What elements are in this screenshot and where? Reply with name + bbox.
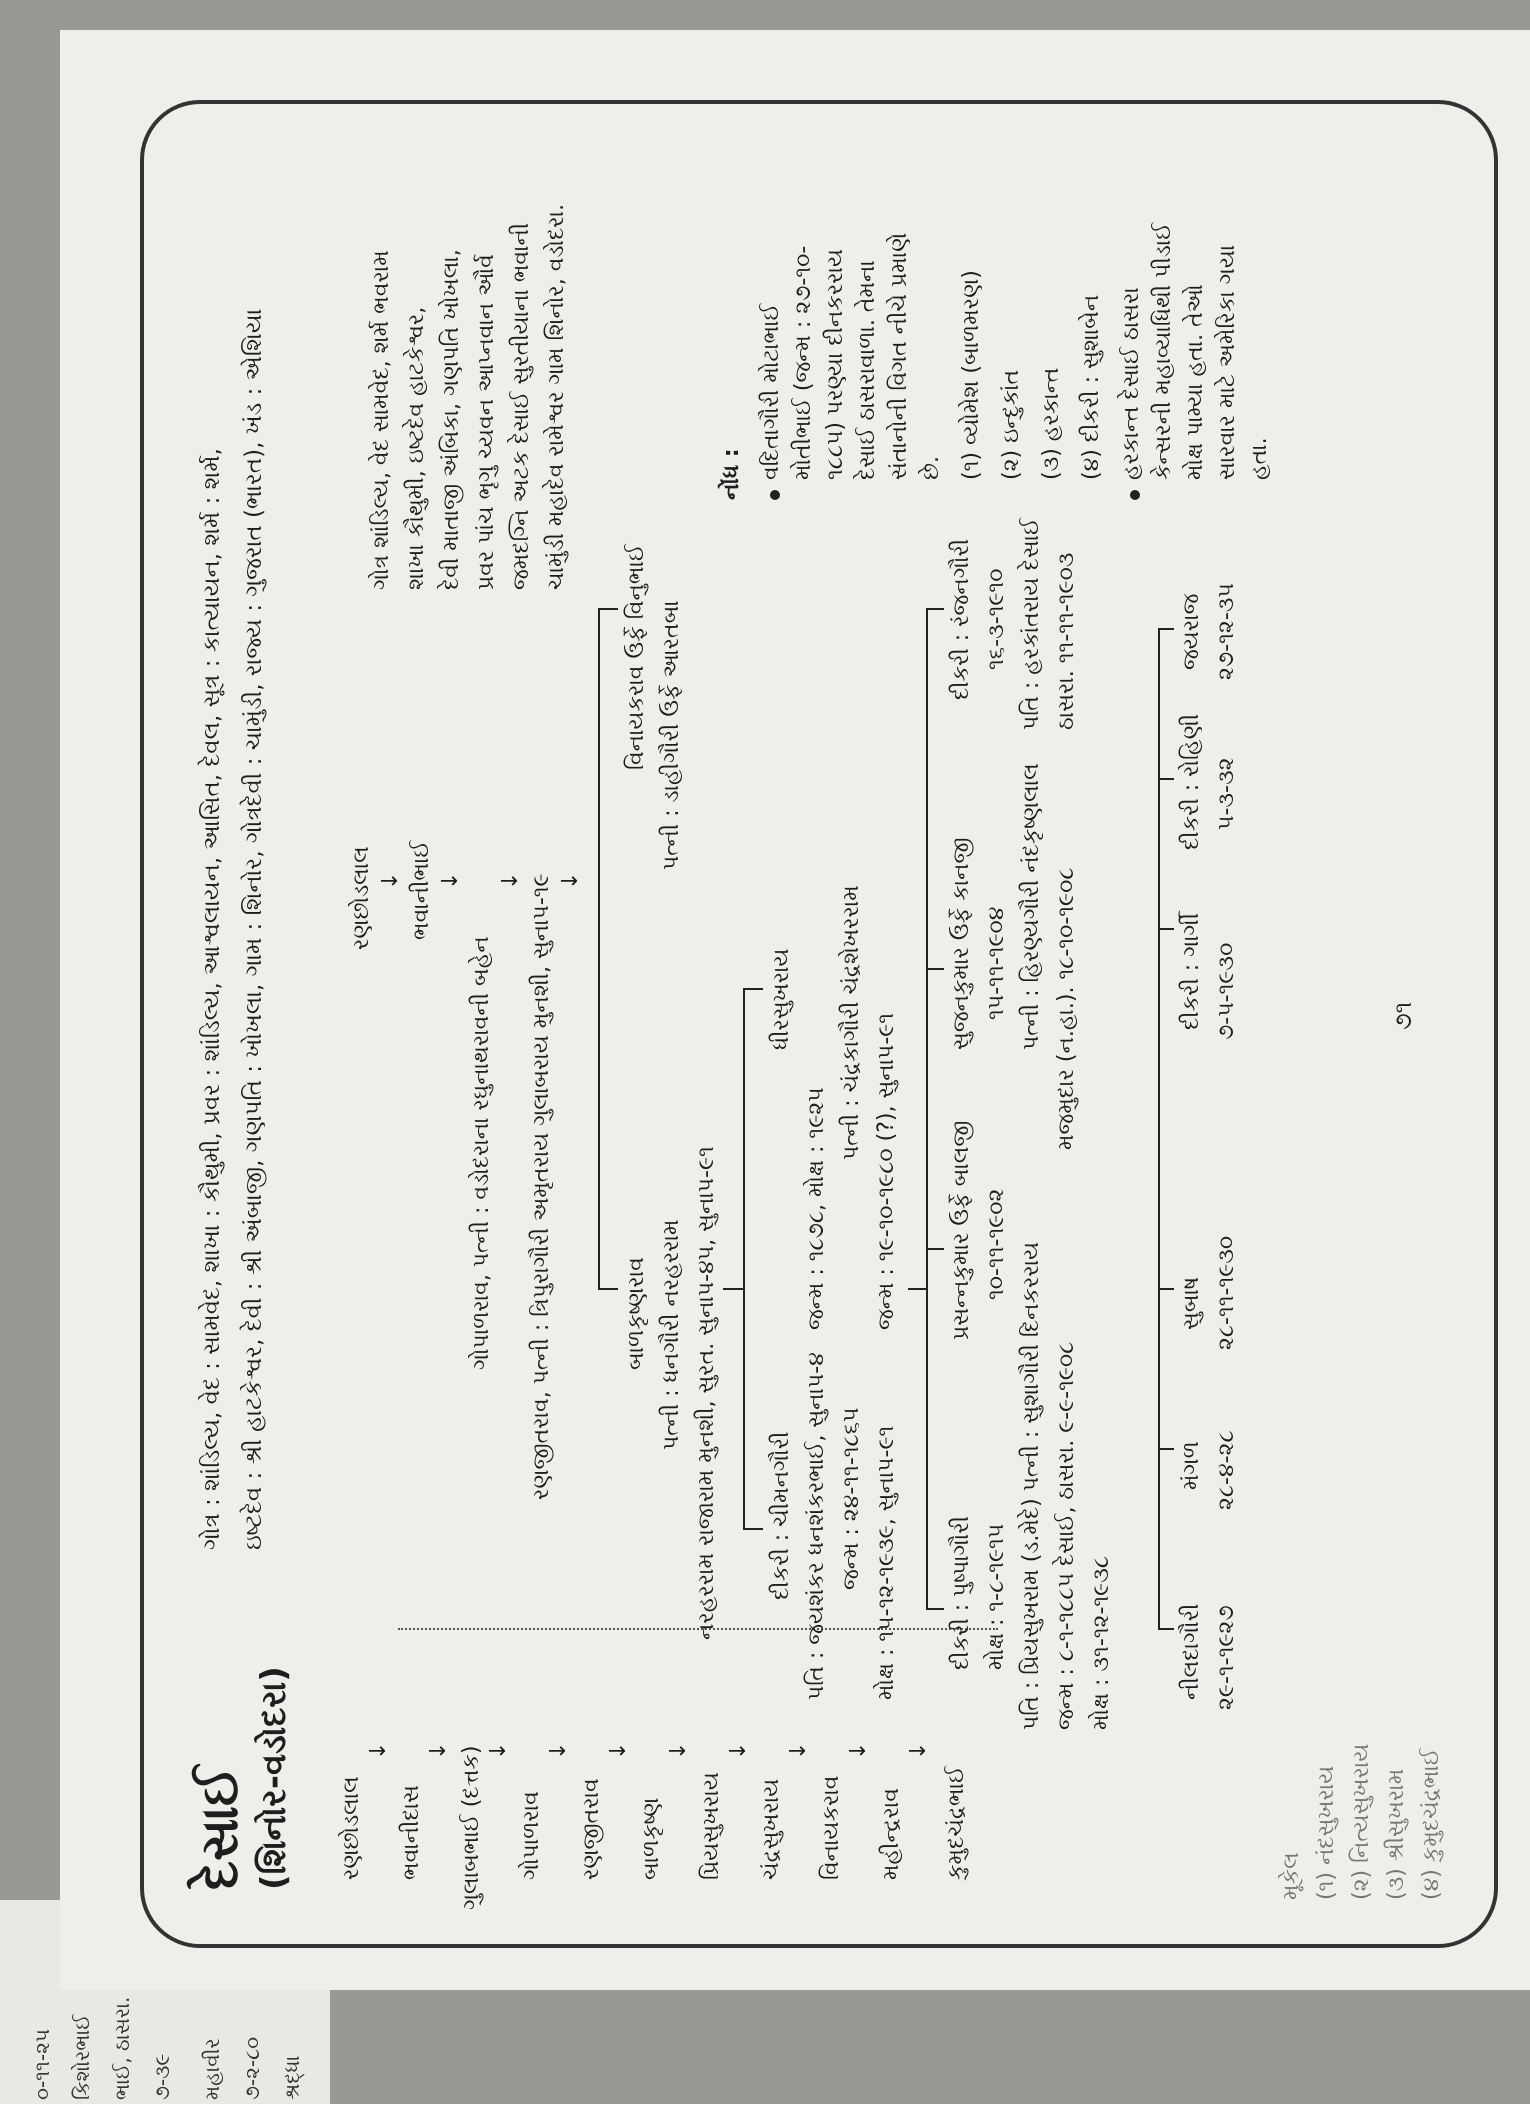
bullet-icon [770, 490, 780, 500]
arrow-down-icon: ↓ [378, 871, 403, 890]
tree-connector [926, 610, 928, 1610]
tree-connector [926, 1248, 944, 1250]
tree-node: મંગળ [1179, 1441, 1204, 1490]
footer-item: (૪) કુમુદચંદ્રભાઈ [1419, 1748, 1444, 1900]
tree-connector [598, 610, 600, 1290]
note-line: મોતીભાઈ (જન્મ : ૨૭-૧૦- [791, 245, 816, 480]
left-page-text: ૭-૩૯ [150, 2053, 174, 2100]
notes-label: નોંધ : [719, 448, 744, 500]
tree-connector [743, 990, 745, 1530]
page-subtitle: (શિનોર-વડોદરા) [254, 1666, 294, 1890]
lineage-item: ચંદ્રસુખરાય [759, 1778, 784, 1880]
tree-node: દીકરી : રોહિણી [1179, 713, 1204, 850]
tree-node: દીકરી : પુષ્પાગૌરી [949, 1516, 974, 1670]
tree-node: બાળકૃષ્ણરાવ [624, 1257, 649, 1370]
lineage-item: ગુલાબભાઈ (દત્તક) [459, 1745, 484, 1910]
tree-node: પત્ની : હિરણ્યગૌરી નંદકૃષ્ણલાલ [1019, 763, 1044, 1050]
tree-node: દીકરી : ચીમનગૌરી [769, 1431, 794, 1600]
tree-node: સુજનકુમાર ઉર્ફે કાનજી [949, 837, 974, 1050]
info-line: ચામુંડી મહાદેવ રામેશ્વર ગામ શિનોર, વડોદરા. [544, 203, 569, 590]
lineage-item: કુમુદચંદ્રભાઈ [944, 1766, 969, 1880]
left-page-text: કિશોરભાઈ [70, 2014, 94, 2100]
arrow-down-icon: ↓ [606, 1741, 631, 1760]
note-line: ૧૮૮૫) પરણ્યા દીનકરરાય [823, 249, 848, 480]
note-line: હરકાન્ત દેસાઈ ઠાસરા [1119, 287, 1144, 480]
tree-connector [598, 608, 618, 610]
tree-connector [1158, 928, 1174, 930]
tree-node: પત્ની : ડાહીગૌરી ઉર્ફે આરતબા [659, 600, 684, 870]
note-line: કેન્સરની મહાવ્યાધિથી પીડાઈ [1151, 222, 1176, 480]
footer-item: (૨) નિત્યસુખરાય [1349, 1743, 1374, 1900]
header-line-1: ગોત્ર : શાંડિલ્ય, વેદ : સામવેદ, શાખા : કૌથુમી, પ્રવર : શાંડિલ્ય, આશ્વલાયન, આસિત, દેવલ, સૂત્ર : કાત્યાયન, શર્મ : શર્મ, [199, 448, 225, 1550]
tree-node: ઠાસરા. ૧૧-૧૧-૧૯૦૩ [1054, 552, 1079, 730]
bullet-icon [1130, 490, 1140, 500]
lineage-item: રણછોડલાલ [339, 1776, 364, 1880]
note-line: દેસાઈ ઠાસરાવાળા. તેમના [855, 260, 880, 480]
tree-node: પત્ની : ધનગૌરી નરહરરામ [659, 1219, 684, 1450]
footer-item: (૧) નંદસુખરાય [1314, 1765, 1339, 1900]
tree-connector [926, 1608, 944, 1610]
tree-node: જન્મ : ૮-૧-૧૮૮૫ દેસાઈ, ઠાસરા. ૯-૯-૧૯૦૮ [1054, 1341, 1079, 1730]
tree-node: પતિ : જયશંકર ધનશંકરભાઈ, સુનાપ-૪ [804, 1352, 829, 1700]
tree-connector [1158, 1448, 1174, 1450]
tree-connector [908, 1288, 926, 1290]
left-page-text: મહાવીર [200, 2038, 224, 2100]
tree-node: મજમુદાર (ન.હા.). ૧૮-૧૦-૧૯૦૮ [1054, 867, 1079, 1150]
note-line: હતા. [1247, 437, 1272, 480]
lineage-item: ભવાનીદાસ [399, 1785, 424, 1880]
arrow-down-icon: ↓ [498, 871, 523, 890]
tree-node: ધીરસુખરાય [769, 948, 794, 1050]
family-tree-sheet [158, 90, 1478, 1930]
tree-node: દીકરી : ગાર્ગી [1179, 913, 1204, 1030]
page-number: ૭૧ [1389, 1001, 1417, 1030]
note-line: મોક્ષ પામ્યા હતા. તેઓ [1183, 284, 1208, 480]
arrow-down-icon: ↓ [726, 1741, 751, 1760]
tree-connector [926, 968, 944, 970]
arrow-down-icon: ↓ [546, 1741, 571, 1760]
tree-connector [743, 988, 763, 990]
note-line: સંતાનોની વિગત નીચે પ્રમાણે [887, 232, 912, 480]
lineage-item: પ્રિયસુખરાય [699, 1772, 724, 1880]
info-line: ગોત્ર શાંડિલ્ય, વેદ સામવેદ, શર્મ ભવરામ [369, 250, 394, 590]
tree-node: ૧૦-૧૧-૧૯૦૨ [984, 1188, 1009, 1300]
tree-node: રણછોડલાલ [349, 846, 374, 950]
left-page-text: શ્રદ્ધા [280, 2055, 304, 2100]
arrow-down-icon: ↓ [438, 871, 463, 890]
tree-node: નીલદાગૌરી [1179, 1603, 1204, 1700]
arrow-down-icon: ↓ [558, 871, 583, 890]
tree-node: ૨૮-૧૧-૧૯૩૦ [1214, 1235, 1239, 1350]
tree-node: ૨૭-૧૨-૩૫ [1214, 583, 1239, 680]
note-child: (૩) હરકાન્ત [1039, 367, 1064, 480]
arrow-down-icon: ↓ [486, 1741, 511, 1760]
tree-node: નરહરરામ રાજારામ મુનશી, સુરત. સુનાપ-૪૫, સુનાપ-૯૧ [694, 1146, 719, 1640]
lineage-item: મહીન્દ્રરાવ [879, 1788, 904, 1880]
tree-connector [723, 1288, 743, 1290]
note-line: સારવાર માટે અમેરિકા ગયા [1215, 244, 1240, 480]
tree-node: જન્મ : ૧૯-૧૦-૧૯૮૦ (?), સુનાપ-૯૧ [874, 1012, 899, 1330]
arrow-down-icon: ↓ [426, 1741, 451, 1760]
left-page-text: ૦-૧૧-૨૫ [30, 2029, 54, 2100]
tree-node: પતિ : હરકાંતરાય દેસાઈ [1019, 517, 1044, 730]
tree-node: સુબાષ [1179, 1276, 1204, 1330]
note-line: વદિતાગૌરી મોટાભાઈ [759, 303, 784, 480]
tree-node: ભવાનીભાઈ [409, 840, 434, 940]
tree-node: રણજીતરાવ, પત્ની : ત્રિપુરાગૌરી અમૃતરાય ગુલાબરાય મુનશી, સુનાપ-૧૯ [529, 873, 554, 1500]
tree-connector [1158, 630, 1160, 1630]
tree-connector [1158, 1288, 1174, 1290]
tree-connector [1158, 628, 1174, 630]
lineage-item: વિનાયકરાવ [819, 1775, 844, 1880]
tree-node: ૧૬-૩-૧૯૧૦ [984, 568, 1009, 670]
left-page-text: ભાઈ, ઠાસરા. [110, 1996, 134, 2100]
arrow-down-icon: ↓ [666, 1741, 691, 1760]
tree-node: જયરાજ [1179, 593, 1204, 670]
note-child: (૪) દીકરી : સુશાબેન [1079, 294, 1104, 480]
arrow-down-icon: ↓ [906, 1741, 931, 1760]
footer-item: (૩) શ્રીસુખરામ [1384, 1768, 1409, 1900]
note-child: (૨) ઇન્દુકાંત [999, 369, 1024, 480]
note-child: (૧) વ્યોમેશ (બાળમરણ) [959, 270, 984, 480]
tree-node: ૨૯-૧-૧૯૨૭ [1214, 1605, 1239, 1710]
info-line: શાખા કૌથુમી, ઇષ્ટદેવ હાટકેશ્વર, [404, 306, 429, 590]
tree-node: ૧૫-૧૧-૧૯૦૪ [984, 906, 1009, 1020]
page-title: દેસાઈ [190, 1765, 250, 1890]
tree-node: મોક્ષ : ૧-૮-૧૯૧૫ [984, 1523, 1009, 1670]
tree-connector [1158, 778, 1174, 780]
info-line: પ્રવર પાંચ ભૃગુ ચ્યવન આપ્નવાન ઔર્વ [474, 254, 499, 590]
tree-node: ૭-૫-૧૯૩૦ [1214, 942, 1239, 1040]
tree-node: વિનાયકરાવ ઉર્ફે વિનુભાઈ [624, 544, 649, 770]
info-line: દેવી માતાજી અંબિકા, ગણપતિ ખોખલા, [439, 249, 464, 590]
tree-connector [598, 1288, 618, 1290]
tree-node: મોક્ષ : ૩૧-૧૨-૧૯૩૮ [1089, 1556, 1114, 1730]
tree-connector [1158, 1628, 1174, 1630]
note-line: છે. [919, 456, 944, 480]
tree-node: જન્મ : ૧૮૭૮, મોક્ષ : ૧૯૨૫ [804, 1087, 829, 1330]
info-line: જમદગ્નિ અટક દેસાઈ સુરતીયાના ભવાની [509, 222, 534, 590]
header-line-2: ઇષ્ટદેવ : શ્રી હાટકેશ્વર, દેવી : શ્રી અંબાજી, ગણપતિ : ખોખલા, ગામ : શિનોર, ગોત્રદેવી : ચામુંડી, રાજ્ય : ગુજરાત (ભારત), ખંડ : એશિયા [241, 308, 267, 1550]
tree-node: પતિ : પ્રિયસુખરામ (ડ.મેદે) પત્ની : સુશાગૌરી દિનકરરાય [1019, 1241, 1044, 1730]
tree-node: મોક્ષ : ૧૫-૧૨-૧૯૩૯, સુનાપ-૯૧ [874, 1425, 899, 1700]
arrow-down-icon: ↓ [366, 1741, 391, 1760]
tree-node: ૫-૩-૩૨ [1214, 757, 1239, 830]
left-page-text: ૭-૨-૮૦ [240, 2036, 264, 2100]
arrow-down-icon: ↓ [846, 1741, 871, 1760]
lineage-item: રણજીતરાવ [579, 1778, 604, 1880]
tree-node: ગોપાળરાવ, પત્ની : વડોદરાના રઘુનાથરાવની બહેન [469, 936, 494, 1370]
tree-node: ૨૮-૪-૨૮ [1214, 1430, 1239, 1510]
tree-connector [926, 608, 944, 610]
tree-node: પત્ની : ચંદ્રકાગૌરી ચંદ્રશેખરરામ [839, 885, 864, 1160]
tree-node: જન્મ : ૨૪-૧૧-૧૮૬૫ [839, 1407, 864, 1590]
tree-node: પ્રસન્નકુમાર ઉર્ફે બાલજી [949, 1120, 974, 1340]
footer-label: મૂકેલ [1279, 1852, 1304, 1900]
tree-node: દીકરી : રંજનગૌરી [949, 538, 974, 700]
lineage-item: બાળકૃષ્ણ [639, 1797, 664, 1880]
tree-connector [743, 1528, 763, 1530]
lineage-item: ગોપાળરાવ [519, 1791, 544, 1880]
arrow-down-icon: ↓ [786, 1741, 811, 1760]
